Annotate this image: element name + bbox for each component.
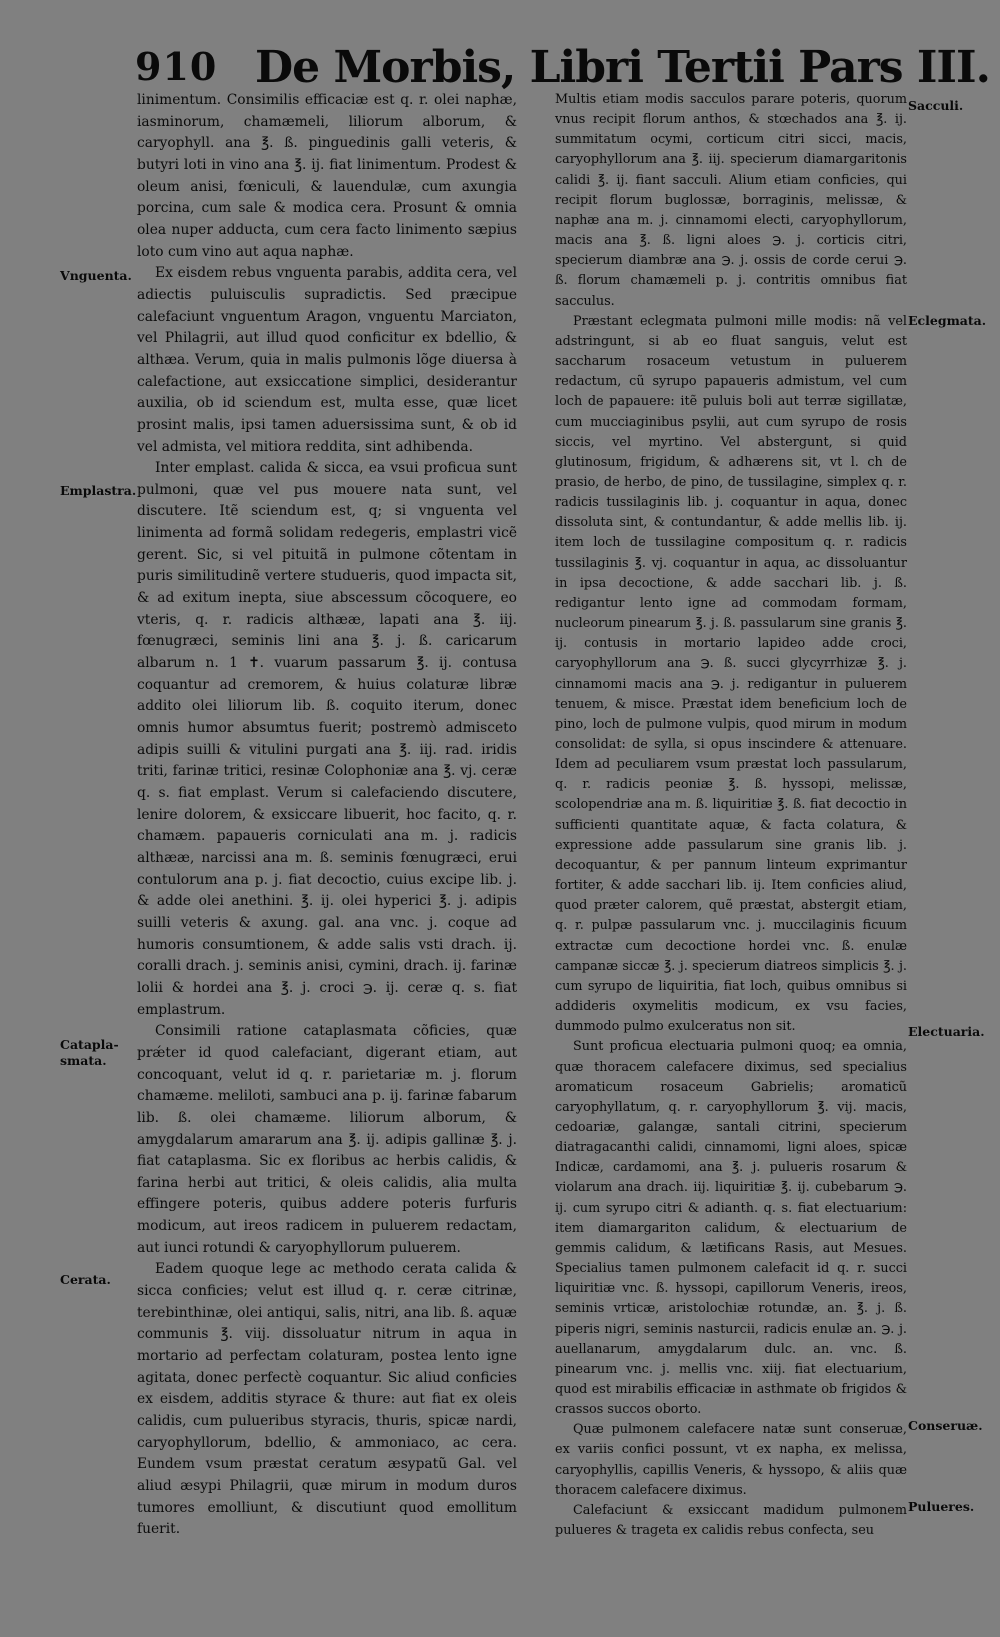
paragraph: Calefaciunt & exsiccant madidum pulmonem pulueres & trageta ex calidis rebus confecta, seu [555, 1502, 907, 1539]
paragraph: Sunt proficua electuaria pulmoni quoq; ea omnia, quæ thoracem calefacere diximus, sed specialius aromaticum rosaceum Gabrielis; aromaticũ caryophyllatum, q. r. caryophyllorum ℥. vij. macis, cedoariæ, galangæ, santali citrini, specierum diatragacanthi calidi, cinnamomi, ligni aloes, spicæ Indicæ, cardamomi, ana ℥. j. pulueris rosarum & violarum ana drach. iij. liquiritiæ ℥. ij. cubebarum ℈. ij. cum syrupo citri & adianth. q. s. fiat electuarium: item diamargariton calidum, & electuarium de gemmis calidum, & lætificans Rasis, aut Mesues. Specialius tamen pulmonem calefacit id q. r. succi liquiritiæ vnc. ß. hyssopi, capillorum Veneris, ireos, seminis vrticæ, aristolochiæ rotundæ, an. ℥. j. ß. piperis nigri, seminis nasturcii, radicis enulæ an. ℈. j. auellanarum, amygdalarum dulc. an. vnc. ß. pinearum vnc. j. mellis vnc. xiij. fiat electuarium, quod est mirabilis efficaciæ in asthmate ob frigidos & crassos succos oborto. [555, 1039, 907, 1418]
running-header [135, 42, 990, 93]
paragraph: Ex eisdem rebus vnguenta parabis, addita cera, vel adiectis puluisculis supradictis. Sed præcipue calefaciunt vnguentum Aragon, vnguentu Marciaton, vel Philagrii, aut illud quod conficitur ex bdellio, & althæa. Verum, quia in malis pulmonis lõge diuersa à calefactione, aut exsiccatione simplici, desiderantur auxilia, ob id sciendum est, multa esse, quæ licet prosint malis, ipsi tamen aduersissima sunt, & ob id vel admista, vel mitiora reddita, sint adhibenda. [137, 265, 517, 455]
right-text-column [555, 90, 907, 1541]
paragraph: Inter emplast. calida & sicca, ea vsui proficua sunt pulmoni, quæ vel pus mouere nata sunt, vel discutere. Itẽ sciendum est, q; si vnguenta vel linimenta ad formã solidam redegeris, emplastri vicẽ gerent. Sic, si vel pituitã in pulmone cõtentam in puris similitudinẽ vertere studueris, quod impacta sit, & ad exitum inepta, siue abscessum cõcoquere, eo vteris, q. r. radicis althææ, lapati ana ℥. iij. fœnugræci, seminis lini ana ℥. j. ß. caricarum albarum n. 1 ✝. vuarum passarum ℥. ij. contusa coquantur ad cremorem, & huius colaturæ libræ addito olei liliorum lib. ß. coquito iterum, donec omnis humor absumtus fuerit; postremò admisceto adipis suilli & vitulini purgati ana ℥. iij. rad. iridis triti, farinæ tritici, resinæ Colophoniæ ana ℥. vj. ceræ q. s. fiat emplast. Verum si calefaciendo discutere, lenire dolorem, & exsiccare libuerit, hoc facito, q. r. chamæm. papaueris corniculati ana m. j. radicis althææ, narcissi ana m. ß. seminis fœnugræci, erui contulorum ana p. j. fiat decoctio, cuius excipe lib. j. & adde olei anethini. ℥. ij. olei hyperici ℥. j. adipis suilli veteris & axung. gal. ana vnc. j. coque ad humoris consumtionem, & adde salis vsti drach. ij. coralli drach. j. seminis anisi, cymini, drach. ij. farinæ lolii & hordei ana ℥. j. croci ℈. ij. ceræ q. s. fiat emplastrum. [137, 460, 517, 1018]
margin-note: Catapla- smata. [60, 1037, 119, 1068]
left-text-column [137, 90, 517, 1541]
paragraph: linimentum. Consimilis efficaciæ est q. r. olei naphæ, iasminorum, chamæmeli, liliorum alborum, & caryophyll. ana ℥. ß. pinguedinis galli veteris, & butyri loti in vino ana ℥. ij. fiat linimentum. Prodest & oleum anisi, fœniculi, & lauendulæ, cum axungia porcina, cum sale & modica cera. Prosunt & omnia olea nuper adducta, cum cera facto linimento sæpius loto cum vino aut aqua naphæ. [137, 92, 517, 260]
paragraph: Quæ pulmonem calefacere natæ sunt conseruæ, ex variis confici possunt, vt ex napha, ex melissa, caryophyllis, capillis Veneris, & hyssopo, & aliis quæ thoracem calefacere diximus. [555, 1422, 907, 1498]
page-number: 910 [135, 44, 218, 89]
paragraph: Consimili ratione cataplasmata cõficies, quæ prǽter id quod calefaciant, digerant etiam, aut concoquant, velut id q. r. parietariæ m. j. florum chamæme. meliloti, sambuci ana p. ij. farinæ fabarum lib. ß. olei chamæme. liliorum alborum, & amygdalarum amararum ana ℥. ij. adipis gallinæ ℥. j. fiat cataplasma. Sic ex floribus ac herbis calidis, & farina herbi aut tritici, & oleis calidis, alia multa effingere poteris, quibus addere poteris furfuris modicum, aut ireos radicem in puluerem redactam, aut iunci rotundi & caryophyllorum puluerem. [137, 1023, 517, 1256]
margin-note: Eclegmata. [908, 313, 987, 328]
running-title: De Morbis, Libri Tertii Pars III. [255, 42, 990, 93]
margin-note: Emplastra. [60, 483, 137, 498]
margin-note: Conseruæ. [908, 1418, 983, 1433]
paragraph: Eadem quoque lege ac methodo cerata calida & sicca conficies; velut est illud q. r. ceræ citrinæ, terebinthinæ, olei antiqui, salis, nitri, ana lib. ß. aquæ communis ℥. viij. dissoluatur nitrum in aqua in mortario ad perfectam colaturam, postea lento igne agitata, donec perfectè coquantur. Sic aliud conficies ex eisdem, additis styrace & thure: aut fiat ex oleis calidis, cum pulueribus styracis, thuris, spicæ nardi, caryophyllorum, bdellio, & ammoniaco, ac cera. Eundem vsum præstat ceratum æsypatũ Gal. vel aliud æsypi Philagrii, quæ mirum in modum duros tumores emolliunt, & discutiunt quod emollitum fuerit. [137, 1261, 517, 1538]
margin-note: Electuaria. [908, 1024, 985, 1039]
margin-note: Pulueres. [908, 1499, 975, 1514]
paragraph: Præstant eclegmata pulmoni mille modis: nã vel adstringunt, si ab eo fluat sanguis, velut est saccharum rosaceum vetustum in puluerem redactum, cũ syrupo papaueris admistum, vel cum loch de papauere: itẽ puluis boli aut terræ sigillatæ, cum mucciaginibus psylii, aut cum syrupo de rosis siccis, vel myrtino. Vel abstergunt, si quid glutinosum, frigidum, & adhærens sit, vt l. ch de prasio, de herbo, de pino, de tussilagine, simplex q. r. radicis tussilaginis lib. j. coquantur in aqua, donec dissoluta sint, & contundantur, & adde mellis lib. ij. item loch de tussilagine compositum q. r. radicis tussilaginis ℥. vj. coquantur in aqua, ac dissoluantur in ipsa decoctione, & adde sacchari lib. j. ß. redigantur lento igne ad commodam formam, nucleorum pinearum ℥. j. ß. passularum sine granis ℥. ij. contusis in mortario lapideo adde croci, caryophyllorum ana ℈. ß. succi glycyrrhizæ ℥. j. cinnamomi macis ana ℈. j. redigantur in puluerem tenuem, & misce. Præstat idem beneficium loch de pino, loch de pulmone vulpis, quod mirum in modum consolidat: de sylla, si opus inscindere & attenuare. Idem ad peculiarem vsum præstat loch passularum, q. r. radicis peoniæ ℥. ß. hyssopi, melissæ, scolopendriæ ana m. ß. liquiritiæ ℥. ß. fiat decoctio in sufficienti quantitate aquæ, & facta colatura, & expressione adde passularum sine granis lib. j. decoquantur, & per pannum linteum exprimantur fortiter, & adde sacchari lib. ij. Item conficies aliud, quod præter calorem, quẽ præstat, abstergit etiam, q. r. pulpæ passularum vnc. j. muccilaginis ficuum extractæ cum decoctione hordei vnc. ß. enulæ campanæ siccæ ℥. j. specierum diatreos simplicis ℥. j. cum syrupo de liquiritia, fiat loch, quibus omnibus si addideris oxymelitis modicum, ex vsu facies, dummodo pulmo exulceratus non sit. [555, 313, 907, 1035]
margin-note: Cerata. [60, 1272, 111, 1287]
margin-note: Sacculi. [908, 98, 964, 113]
margin-note: Vnguenta. [60, 268, 132, 283]
paragraph: Multis etiam modis sacculos parare poteris, quorum vnus recipit florum anthos, & stœchados ana ℥. ij. summitatum ocymi, corticum citri sicci, macis, caryophyllorum ana ℥. iij. specierum diamargaritonis calidi ℥. ij. fiant sacculi. Alium etiam conficies, qui recipit florum buglossæ, borraginis, melissæ, & naphæ ana m. j. cinnamomi electi, caryophyllorum, macis ana ℥. ß. ligni aloes ℈. j. corticis citri, specierum diambræ ana ℈. j. ossis de corde cerui ℈. ß. florum chamæmeli p. j. contritis omnibus fiat sacculus. [555, 92, 907, 309]
